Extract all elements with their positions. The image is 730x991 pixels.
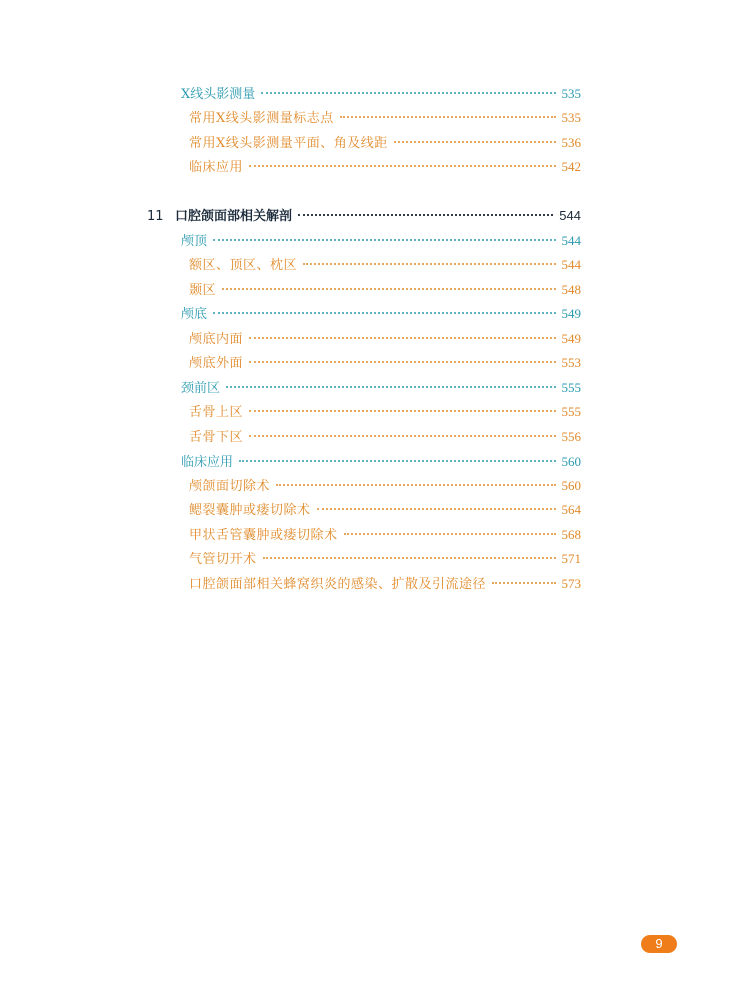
toc-entry-page: 536 [561,135,581,150]
toc-entry-label: X线头影测量 [181,87,256,102]
toc-entry-page: 571 [561,551,581,566]
dot-leader [303,263,555,265]
chapter-page: 544 [559,208,581,223]
toc-entry-page: 544 [561,233,581,248]
toc-entry[interactable] [189,158,581,176]
dot-leader [317,508,556,510]
dot-leader [261,92,555,94]
toc-entry-label: 舌骨下区 [189,430,244,445]
toc-entry-page: 555 [561,404,581,419]
toc-entry-label: 口腔颌面部相关蜂窝织炎的感染、扩散及引流途径 [189,577,487,592]
toc-entry-page: 564 [561,502,581,517]
toc-entry-page: 555 [561,380,581,395]
chapter-title: 口腔颌面部相关解剖 [175,209,293,224]
toc-entry[interactable] [189,256,581,274]
toc-entry-label: 颅颌面切除术 [189,479,271,494]
dot-leader [239,460,555,462]
toc-entry-label: 甲状舌管囊肿或瘘切除术 [189,528,338,543]
toc-entry[interactable] [181,232,581,250]
toc-entry[interactable] [189,354,581,372]
toc-entry[interactable] [189,428,581,446]
toc-entry[interactable] [181,379,581,397]
dot-leader [249,410,555,412]
toc-entry-label: 常用X线头影测量标志点 [189,111,334,126]
chapter-heading[interactable] [147,207,581,225]
toc-entry-page: 556 [561,429,581,444]
toc-entry-page: 560 [561,454,581,469]
chapter-number: 11 [147,209,164,224]
toc-entry-label: 鳃裂囊肿或瘘切除术 [189,503,311,518]
dot-leader [394,141,556,143]
toc-entry-page: 542 [561,159,581,174]
toc-entry-label: 常用X线头影测量平面、角及线距 [189,136,388,151]
toc-entry[interactable] [189,550,581,568]
toc-entry[interactable] [189,501,581,519]
toc-entry[interactable] [189,109,581,127]
page-number-badge: 9 [641,935,677,953]
toc-entry[interactable] [189,134,581,152]
toc-entry-page: 568 [561,527,581,542]
dot-leader [492,582,555,584]
toc-entry-page: 549 [561,306,581,321]
dot-leader [226,386,555,388]
toc-entry[interactable] [189,477,581,495]
dot-leader [298,214,553,216]
toc-entry-label: 颞区 [189,283,217,298]
toc-entry-page: 573 [561,576,581,591]
toc-entry-page: 553 [561,355,581,370]
toc-entry-page: 544 [561,257,581,272]
toc-entry-label: 额区、顶区、枕区 [189,258,298,273]
dot-leader [276,484,555,486]
dot-leader [249,435,555,437]
dot-leader [249,165,555,167]
toc-entry-label: 颅底内面 [189,332,244,347]
toc-entry-label: 颅底 [181,307,208,322]
toc-entry-page: 560 [561,478,581,493]
toc-entry-page: 548 [561,282,581,297]
toc-entry-page: 535 [561,86,581,101]
dot-leader [213,239,555,241]
dot-leader [249,361,555,363]
toc-entry-label: 气管切开术 [189,552,257,567]
dot-leader [222,288,555,290]
dot-leader [340,116,556,118]
toc-entry[interactable] [181,85,581,103]
toc-entry-label: 临床应用 [181,455,234,470]
toc-entry[interactable] [189,330,581,348]
toc-entry-label: 颅底外面 [189,356,244,371]
toc-entry[interactable] [181,453,581,471]
toc-entry[interactable] [181,305,581,323]
toc-entry[interactable] [189,575,581,593]
toc-entry-page: 549 [561,331,581,346]
toc-entry[interactable] [189,281,581,299]
dot-leader [213,312,555,314]
dot-leader [263,557,556,559]
toc-entry[interactable] [189,403,581,421]
toc-entry-label: 舌骨上区 [189,405,244,420]
toc-entry-label: 颈前区 [181,381,221,396]
toc-entry-label: 颅顶 [181,234,208,249]
dot-leader [344,533,556,535]
toc-entry-page: 535 [561,110,581,125]
toc-entry-label: 临床应用 [189,160,244,175]
dot-leader [249,337,555,339]
toc-entry[interactable] [189,526,581,544]
